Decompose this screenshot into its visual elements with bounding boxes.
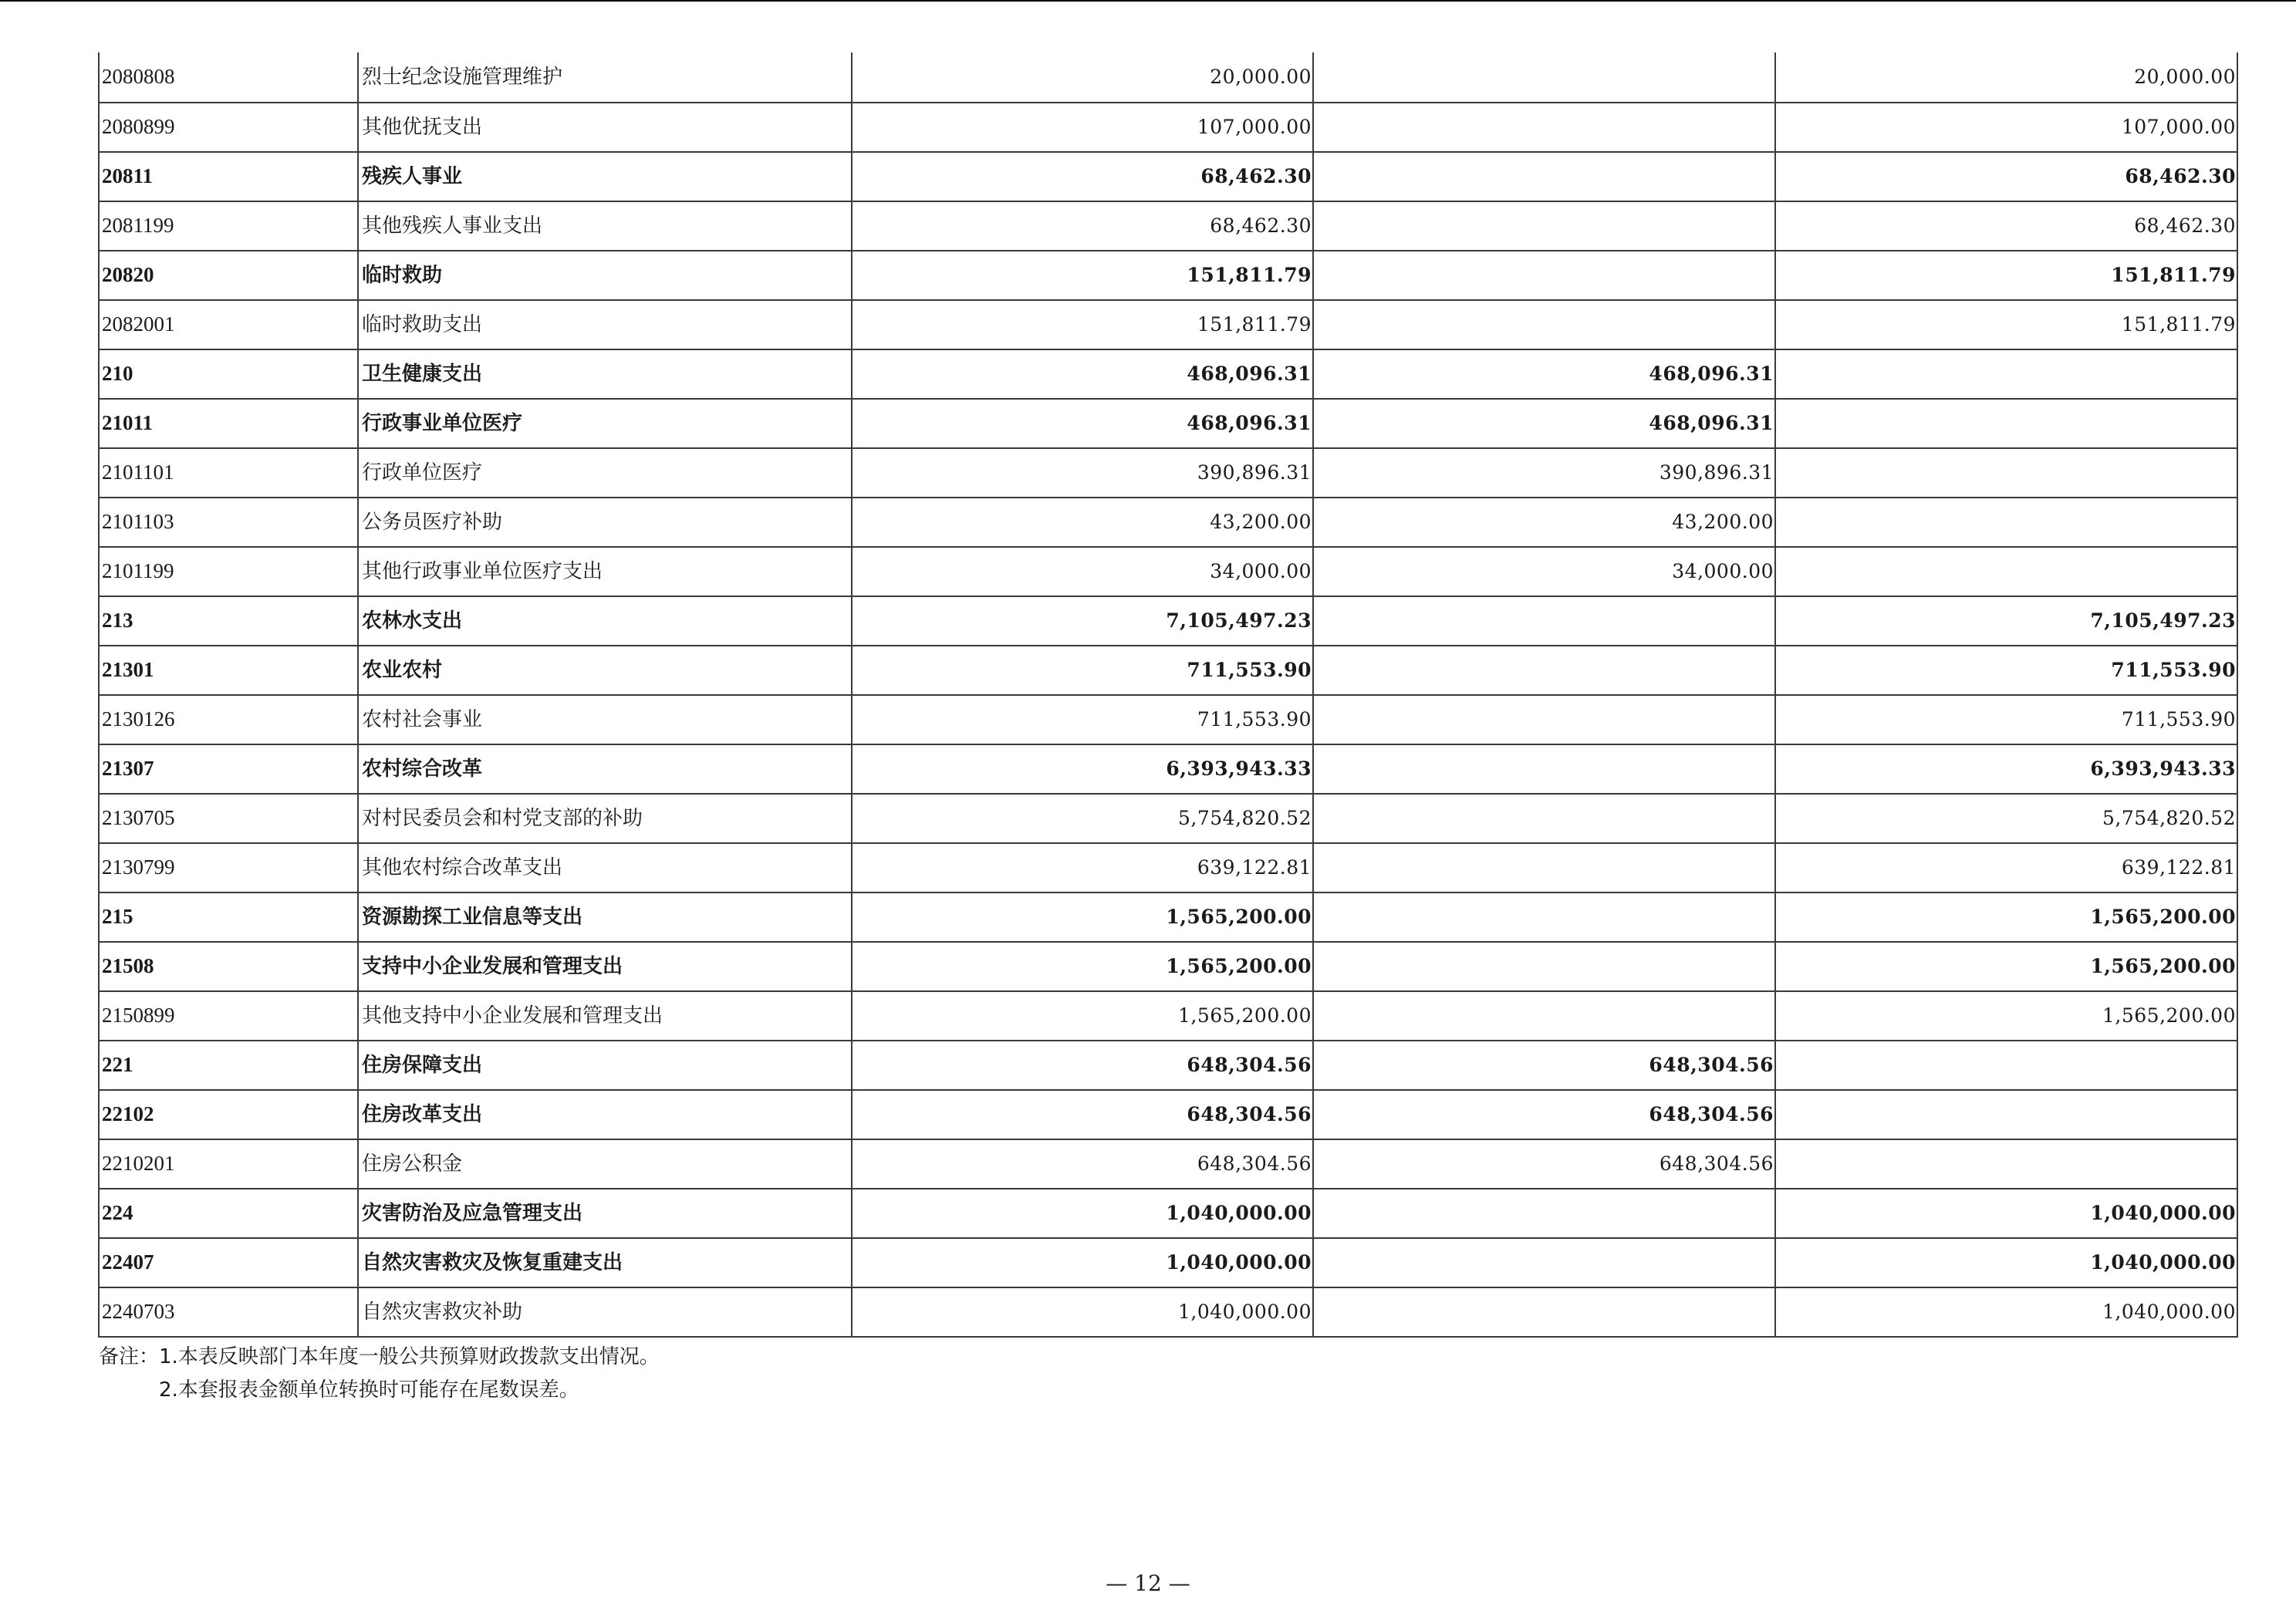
table-row	[99, 892, 2237, 942]
cell-subject-name: 农林水支出	[358, 596, 852, 646]
cell-basic-expenditure	[1313, 300, 1775, 349]
cell-subject-name: 支持中小企业发展和管理支出	[358, 942, 852, 991]
cell-subject-name: 住房保障支出	[358, 1041, 852, 1090]
cell-subject-name: 公务员医疗补助	[358, 498, 852, 547]
cell-total-amount: 648,304.56	[852, 1041, 1313, 1090]
cell-project-expenditure: 68,462.30	[1775, 152, 2237, 201]
cell-subject-code: 221	[99, 1041, 358, 1090]
cell-subject-name: 其他支持中小企业发展和管理支出	[358, 991, 852, 1041]
cell-subject-code: 2080899	[99, 103, 358, 152]
notes-block	[99, 1341, 660, 1407]
cell-project-expenditure: 7,105,497.23	[1775, 596, 2237, 646]
cell-subject-name: 资源勘探工业信息等支出	[358, 892, 852, 942]
cell-subject-code: 2101103	[99, 498, 358, 547]
cell-total-amount: 1,040,000.00	[852, 1238, 1313, 1287]
cell-project-expenditure: 20,000.00	[1775, 52, 2237, 103]
table-row	[99, 103, 2237, 152]
cell-basic-expenditure	[1313, 744, 1775, 794]
cell-subject-code: 2082001	[99, 300, 358, 349]
cell-total-amount: 151,811.79	[852, 300, 1313, 349]
cell-basic-expenditure	[1313, 843, 1775, 892]
cell-basic-expenditure	[1313, 892, 1775, 942]
cell-subject-code: 20820	[99, 251, 358, 300]
cell-total-amount: 639,122.81	[852, 843, 1313, 892]
page-top-border	[0, 0, 2296, 2]
cell-project-expenditure: 5,754,820.52	[1775, 794, 2237, 843]
cell-subject-code: 2101101	[99, 448, 358, 498]
cell-subject-name: 农村社会事业	[358, 695, 852, 744]
table-row	[99, 744, 2237, 794]
cell-basic-expenditure	[1313, 596, 1775, 646]
cell-subject-code: 22102	[99, 1090, 358, 1139]
cell-subject-name: 自然灾害救灾补助	[358, 1287, 852, 1337]
cell-total-amount: 468,096.31	[852, 349, 1313, 399]
table-row	[99, 1189, 2237, 1238]
cell-project-expenditure: 711,553.90	[1775, 695, 2237, 744]
table-row	[99, 991, 2237, 1041]
cell-total-amount: 711,553.90	[852, 646, 1313, 695]
cell-total-amount: 20,000.00	[852, 52, 1313, 103]
cell-total-amount: 34,000.00	[852, 547, 1313, 596]
cell-basic-expenditure: 648,304.56	[1313, 1139, 1775, 1189]
cell-basic-expenditure: 43,200.00	[1313, 498, 1775, 547]
cell-total-amount: 5,754,820.52	[852, 794, 1313, 843]
cell-basic-expenditure	[1313, 1238, 1775, 1287]
cell-basic-expenditure: 34,000.00	[1313, 547, 1775, 596]
cell-project-expenditure: 68,462.30	[1775, 201, 2237, 251]
table-row	[99, 547, 2237, 596]
table-row	[99, 1238, 2237, 1287]
cell-total-amount: 6,393,943.33	[852, 744, 1313, 794]
cell-subject-name: 残疾人事业	[358, 152, 852, 201]
cell-project-expenditure	[1775, 349, 2237, 399]
cell-total-amount: 390,896.31	[852, 448, 1313, 498]
cell-basic-expenditure	[1313, 1287, 1775, 1337]
cell-subject-name: 其他残疾人事业支出	[358, 201, 852, 251]
table-row	[99, 1287, 2237, 1337]
cell-subject-name: 住房改革支出	[358, 1090, 852, 1139]
cell-subject-name: 临时救助	[358, 251, 852, 300]
cell-basic-expenditure	[1313, 52, 1775, 103]
table-row	[99, 942, 2237, 991]
cell-subject-code: 2080808	[99, 52, 358, 103]
table-body	[99, 52, 2237, 1337]
cell-subject-name: 临时救助支出	[358, 300, 852, 349]
table-row	[99, 596, 2237, 646]
cell-total-amount: 1,040,000.00	[852, 1287, 1313, 1337]
table-row	[99, 1090, 2237, 1139]
table-row	[99, 1139, 2237, 1189]
cell-total-amount: 468,096.31	[852, 399, 1313, 448]
cell-project-expenditure: 151,811.79	[1775, 251, 2237, 300]
cell-subject-name: 行政单位医疗	[358, 448, 852, 498]
cell-total-amount: 68,462.30	[852, 201, 1313, 251]
cell-total-amount: 68,462.30	[852, 152, 1313, 201]
cell-subject-name: 烈士纪念设施管理维护	[358, 52, 852, 103]
cell-project-expenditure	[1775, 448, 2237, 498]
cell-subject-code: 21508	[99, 942, 358, 991]
budget-expenditure-table	[98, 52, 2238, 1338]
cell-subject-code: 210	[99, 349, 358, 399]
note-line-1: 备注：1.本表反映部门本年度一般公共预算财政拨款支出情况。	[99, 1345, 660, 1368]
cell-project-expenditure	[1775, 399, 2237, 448]
cell-subject-code: 2130799	[99, 843, 358, 892]
table-row	[99, 52, 2237, 103]
cell-subject-name: 住房公积金	[358, 1139, 852, 1189]
table-row	[99, 695, 2237, 744]
cell-project-expenditure	[1775, 1041, 2237, 1090]
page-number: — 12 —	[1106, 1571, 1190, 1596]
cell-subject-code: 22407	[99, 1238, 358, 1287]
cell-subject-name: 对村民委员会和村党支部的补助	[358, 794, 852, 843]
cell-project-expenditure: 1,040,000.00	[1775, 1287, 2237, 1337]
cell-basic-expenditure	[1313, 646, 1775, 695]
cell-project-expenditure: 6,393,943.33	[1775, 744, 2237, 794]
cell-total-amount: 1,565,200.00	[852, 892, 1313, 942]
table-row	[99, 448, 2237, 498]
cell-basic-expenditure: 648,304.56	[1313, 1090, 1775, 1139]
cell-project-expenditure: 1,565,200.00	[1775, 991, 2237, 1041]
cell-subject-name: 行政事业单位医疗	[358, 399, 852, 448]
budget-table-container	[98, 52, 2237, 1338]
cell-project-expenditure	[1775, 1139, 2237, 1189]
cell-subject-code: 213	[99, 596, 358, 646]
cell-subject-code: 2150899	[99, 991, 358, 1041]
cell-project-expenditure: 711,553.90	[1775, 646, 2237, 695]
table-row	[99, 843, 2237, 892]
cell-subject-code: 2081199	[99, 201, 358, 251]
cell-total-amount: 7,105,497.23	[852, 596, 1313, 646]
cell-project-expenditure: 151,811.79	[1775, 300, 2237, 349]
cell-basic-expenditure	[1313, 201, 1775, 251]
table-row	[99, 498, 2237, 547]
cell-project-expenditure	[1775, 1090, 2237, 1139]
cell-basic-expenditure: 648,304.56	[1313, 1041, 1775, 1090]
cell-basic-expenditure: 468,096.31	[1313, 349, 1775, 399]
cell-subject-name: 自然灾害救灾及恢复重建支出	[358, 1238, 852, 1287]
cell-subject-code: 2240703	[99, 1287, 358, 1337]
cell-subject-name: 农业农村	[358, 646, 852, 695]
table-row	[99, 201, 2237, 251]
cell-subject-code: 224	[99, 1189, 358, 1238]
cell-subject-code: 2210201	[99, 1139, 358, 1189]
cell-subject-code: 21301	[99, 646, 358, 695]
cell-total-amount: 1,565,200.00	[852, 942, 1313, 991]
cell-subject-code: 2130126	[99, 695, 358, 744]
cell-subject-name: 其他农村综合改革支出	[358, 843, 852, 892]
cell-subject-code: 2130705	[99, 794, 358, 843]
cell-project-expenditure	[1775, 498, 2237, 547]
cell-project-expenditure: 107,000.00	[1775, 103, 2237, 152]
cell-subject-name: 农村综合改革	[358, 744, 852, 794]
cell-basic-expenditure	[1313, 942, 1775, 991]
note-line-2: 2.本套报表金额单位转换时可能存在尾数误差。	[159, 1378, 579, 1402]
table-row	[99, 300, 2237, 349]
cell-basic-expenditure	[1313, 1189, 1775, 1238]
cell-total-amount: 1,565,200.00	[852, 991, 1313, 1041]
cell-subject-name: 卫生健康支出	[358, 349, 852, 399]
cell-total-amount: 1,040,000.00	[852, 1189, 1313, 1238]
cell-total-amount: 43,200.00	[852, 498, 1313, 547]
cell-subject-code: 21307	[99, 744, 358, 794]
cell-total-amount: 648,304.56	[852, 1090, 1313, 1139]
cell-subject-code: 21011	[99, 399, 358, 448]
cell-project-expenditure: 1,565,200.00	[1775, 892, 2237, 942]
cell-basic-expenditure	[1313, 695, 1775, 744]
cell-basic-expenditure	[1313, 103, 1775, 152]
cell-basic-expenditure	[1313, 991, 1775, 1041]
cell-project-expenditure: 1,565,200.00	[1775, 942, 2237, 991]
cell-project-expenditure: 1,040,000.00	[1775, 1238, 2237, 1287]
cell-basic-expenditure	[1313, 794, 1775, 843]
table-row	[99, 399, 2237, 448]
cell-project-expenditure: 639,122.81	[1775, 843, 2237, 892]
table-row	[99, 794, 2237, 843]
cell-subject-name: 灾害防治及应急管理支出	[358, 1189, 852, 1238]
cell-basic-expenditure	[1313, 152, 1775, 201]
cell-total-amount: 711,553.90	[852, 695, 1313, 744]
cell-subject-name: 其他行政事业单位医疗支出	[358, 547, 852, 596]
cell-subject-code: 215	[99, 892, 358, 942]
table-row	[99, 349, 2237, 399]
cell-subject-name: 其他优抚支出	[358, 103, 852, 152]
cell-basic-expenditure: 468,096.31	[1313, 399, 1775, 448]
cell-total-amount: 151,811.79	[852, 251, 1313, 300]
cell-subject-code: 2101199	[99, 547, 358, 596]
table-row	[99, 646, 2237, 695]
cell-basic-expenditure: 390,896.31	[1313, 448, 1775, 498]
table-row	[99, 1041, 2237, 1090]
cell-subject-code: 20811	[99, 152, 358, 201]
cell-total-amount: 107,000.00	[852, 103, 1313, 152]
table-row	[99, 251, 2237, 300]
cell-total-amount: 648,304.56	[852, 1139, 1313, 1189]
cell-project-expenditure: 1,040,000.00	[1775, 1189, 2237, 1238]
cell-project-expenditure	[1775, 547, 2237, 596]
cell-basic-expenditure	[1313, 251, 1775, 300]
table-row	[99, 152, 2237, 201]
